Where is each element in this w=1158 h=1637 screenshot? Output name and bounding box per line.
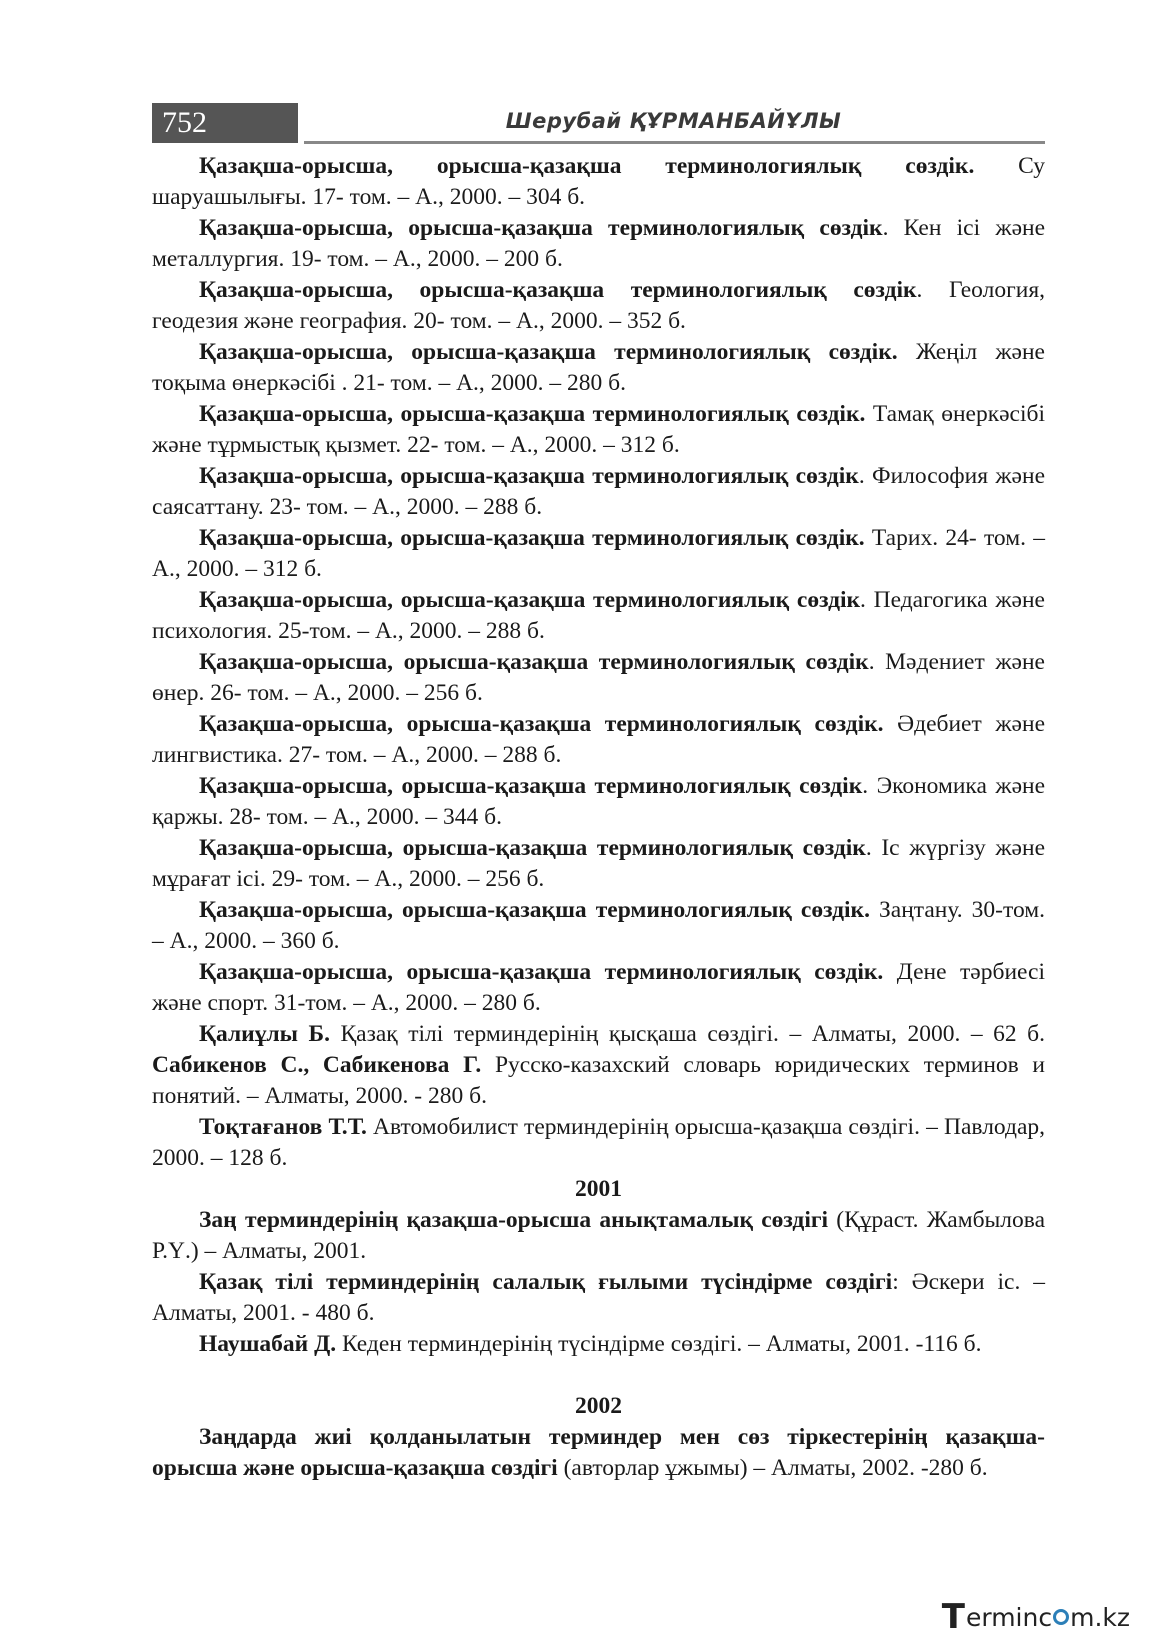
entry-author: Қалиұлы Б.: [199, 1021, 330, 1047]
entry-author: Тоқтағанов Т.Т.: [199, 1114, 367, 1140]
watermark-text-1: erminc: [965, 1602, 1053, 1632]
bib-entry: [152, 1329, 1045, 1360]
year-heading-2002: 2002: [575, 1393, 622, 1419]
bibliography-body: [152, 151, 1045, 1484]
entry-title: Заң терминдерінің қазақша-орысша анықтамалық сөздігі: [199, 1207, 829, 1233]
entry-title: Қазақша-орысша, орысша-қазақша терминологиялық сөздік: [199, 587, 861, 613]
watermark-text-2: m.kz: [1070, 1602, 1130, 1632]
entry-details: (авторлар ұжымы) – Алматы, 2002. -280 б.: [557, 1455, 988, 1481]
entry-details: Тарих. 24- том. – А., 2000. – 312 б.: [152, 525, 1045, 582]
site-watermark: [941, 1597, 1130, 1637]
running-head-author: Шерубай ҚҰРМАНБАЙҰЛЫ: [505, 109, 842, 133]
bib-entry: [152, 895, 1045, 957]
entry-title: Қазақша-орысша, орысша-қазақша терминологиялық сөздік: [199, 773, 863, 799]
entry-details: . Іс жүргізу және мұрағат ісі. 29- том. – А., 2000. – 256 б.: [152, 835, 1045, 892]
entry-details: Русско-казахский словарь юридических терминов и понятий. – Алматы, 2000. - 280 б.: [152, 1052, 1045, 1109]
bib-entry: [152, 1019, 1045, 1112]
entry-details: Кеден терминдерінің түсіндірме сөздігі. – Алматы, 2001. -116 б.: [336, 1331, 982, 1357]
entry-details: Су шаруашылығы. 17- том. – А., 2000. – 304 б.: [152, 153, 1046, 210]
entry-details: Жеңіл және тоқыма өнеркәсібі . 21- том. – А., 2000. – 280 б.: [152, 339, 1045, 396]
entry-details: . Кен ісі және металлургия. 19- том. – А., 2000. – 200 б.: [152, 215, 1046, 272]
entry-title: Қазақша-орысша, орысша-қазақша терминологиялық сөздік: [199, 463, 859, 489]
page-header: [152, 103, 1045, 145]
bib-entry: [152, 709, 1045, 771]
entry-details: . Педагогика және психология. 25-том. – А., 2000. – 288 б.: [152, 587, 1045, 644]
bib-entry: [152, 1112, 1045, 1174]
entry-title: Қазақша-орысша, орысша-қазақша терминологиялық сөздік: [199, 649, 869, 675]
entry-title: Қазақша-орысша, орысша-қазақша терминологиялық сөздік.: [199, 339, 898, 365]
entry-details: Әдебиет және лингвистика. 27- том. – А., 2000. – 288 б.: [152, 711, 1045, 768]
entry-details: Тамақ өнеркәсібі және тұрмыстық қызмет. 22- том. – А., 2000. – 312 б.: [152, 401, 1045, 458]
entry-title: Қазақ тілі терминдерінің салалық ғылыми түсіндірме сөздігі: [199, 1269, 893, 1295]
watermark-t: T: [941, 1597, 965, 1637]
bib-entry: [152, 1205, 1045, 1267]
entry-details: : Әскери іс. – Алматы, 2001. - 480 б.: [152, 1269, 1045, 1326]
entry-title: Қазақша-орысша, орысша-қазақша терминологиялық сөздік.: [199, 525, 865, 551]
entry-author: Наушабай Д.: [199, 1331, 337, 1357]
bib-entry: [152, 151, 1045, 213]
bib-entry: [152, 957, 1045, 1019]
entry-details: (Құраст. Жамбылова Р.Ү.) – Алматы, 2001.: [152, 1207, 1046, 1264]
bib-entry: [152, 461, 1045, 523]
entry-title: Қазақша-орысша, орысша-қазақша терминологиялық сөздік: [199, 835, 866, 861]
bib-entry: [152, 213, 1045, 275]
entry-title: Қазақша-орысша, орысша-қазақша терминологиялық сөздік.: [199, 959, 884, 985]
entry-title: Қазақша-орысша, орысша-қазақша терминологиялық сөздік.: [199, 897, 870, 923]
header-rule: [304, 141, 1045, 144]
bib-entry: [152, 1267, 1045, 1329]
bib-entry: [152, 275, 1045, 337]
entry-details: Қазақ тілі терминдерінің қысқаша сөздігі. – Алматы, 2000. – 62 б.: [329, 1021, 1045, 1047]
year-heading-2001: 2001: [575, 1176, 622, 1202]
bib-entry: [152, 647, 1045, 709]
entry-details: Заңтану. 30-том. – А., 2000. – 360 б.: [152, 897, 1045, 954]
entry-details: Дене тәрбиесі және спорт. 31-том. – А., 2000. – 280 б.: [152, 959, 1045, 1016]
entry-details: . Геология, геодезия және география. 20- том. – А., 2000. – 352 б.: [152, 277, 1045, 334]
bib-entry: [152, 771, 1045, 833]
entry-details: Автомобилист терминдерінің орысша-қазақша сөздігі. – Павлодар, 2000. – 128 б.: [152, 1114, 1046, 1171]
bib-entry: [152, 523, 1045, 585]
entry-author: Сабикенов С., Сабикенова Г.: [152, 1052, 482, 1078]
entry-title: Қазақша-орысша, орысша-қазақша терминологиялық сөздік.: [199, 401, 866, 427]
bib-entry: [152, 1422, 1045, 1484]
watermark-circle-icon: [1053, 1609, 1069, 1625]
entry-details: . Мәдениет және өнер. 26- том. – А., 2000. – 256 б.: [152, 649, 1045, 706]
entry-title: Қазақша-орысша, орысша-қазақша терминологиялық сөздік: [199, 215, 883, 241]
bib-entry: [152, 337, 1045, 399]
entry-title: Заңдарда жиі қолданылатын терминдер мен сөз тіркестерінің қазақша-орысша және орысша-қазақша сөздігі: [152, 1424, 1045, 1481]
entry-title: Қазақша-орысша, орысша-қазақша терминологиялық сөздік.: [199, 153, 975, 179]
entry-details: . Философия және саясаттану. 23- том. – А., 2000. – 288 б.: [152, 463, 1045, 520]
page-number: 752: [152, 103, 298, 143]
entry-title: Қазақша-орысша, орысша-қазақша терминологиялық сөздік.: [199, 711, 884, 737]
entry-title: Қазақша-орысша, орысша-қазақша терминологиялық сөздік: [199, 277, 917, 303]
entry-details: . Экономика және қаржы. 28- том. – А., 2000. – 344 б.: [152, 773, 1046, 830]
bib-entry: [152, 585, 1045, 647]
bib-entry: [152, 399, 1045, 461]
bib-entry: [152, 833, 1045, 895]
